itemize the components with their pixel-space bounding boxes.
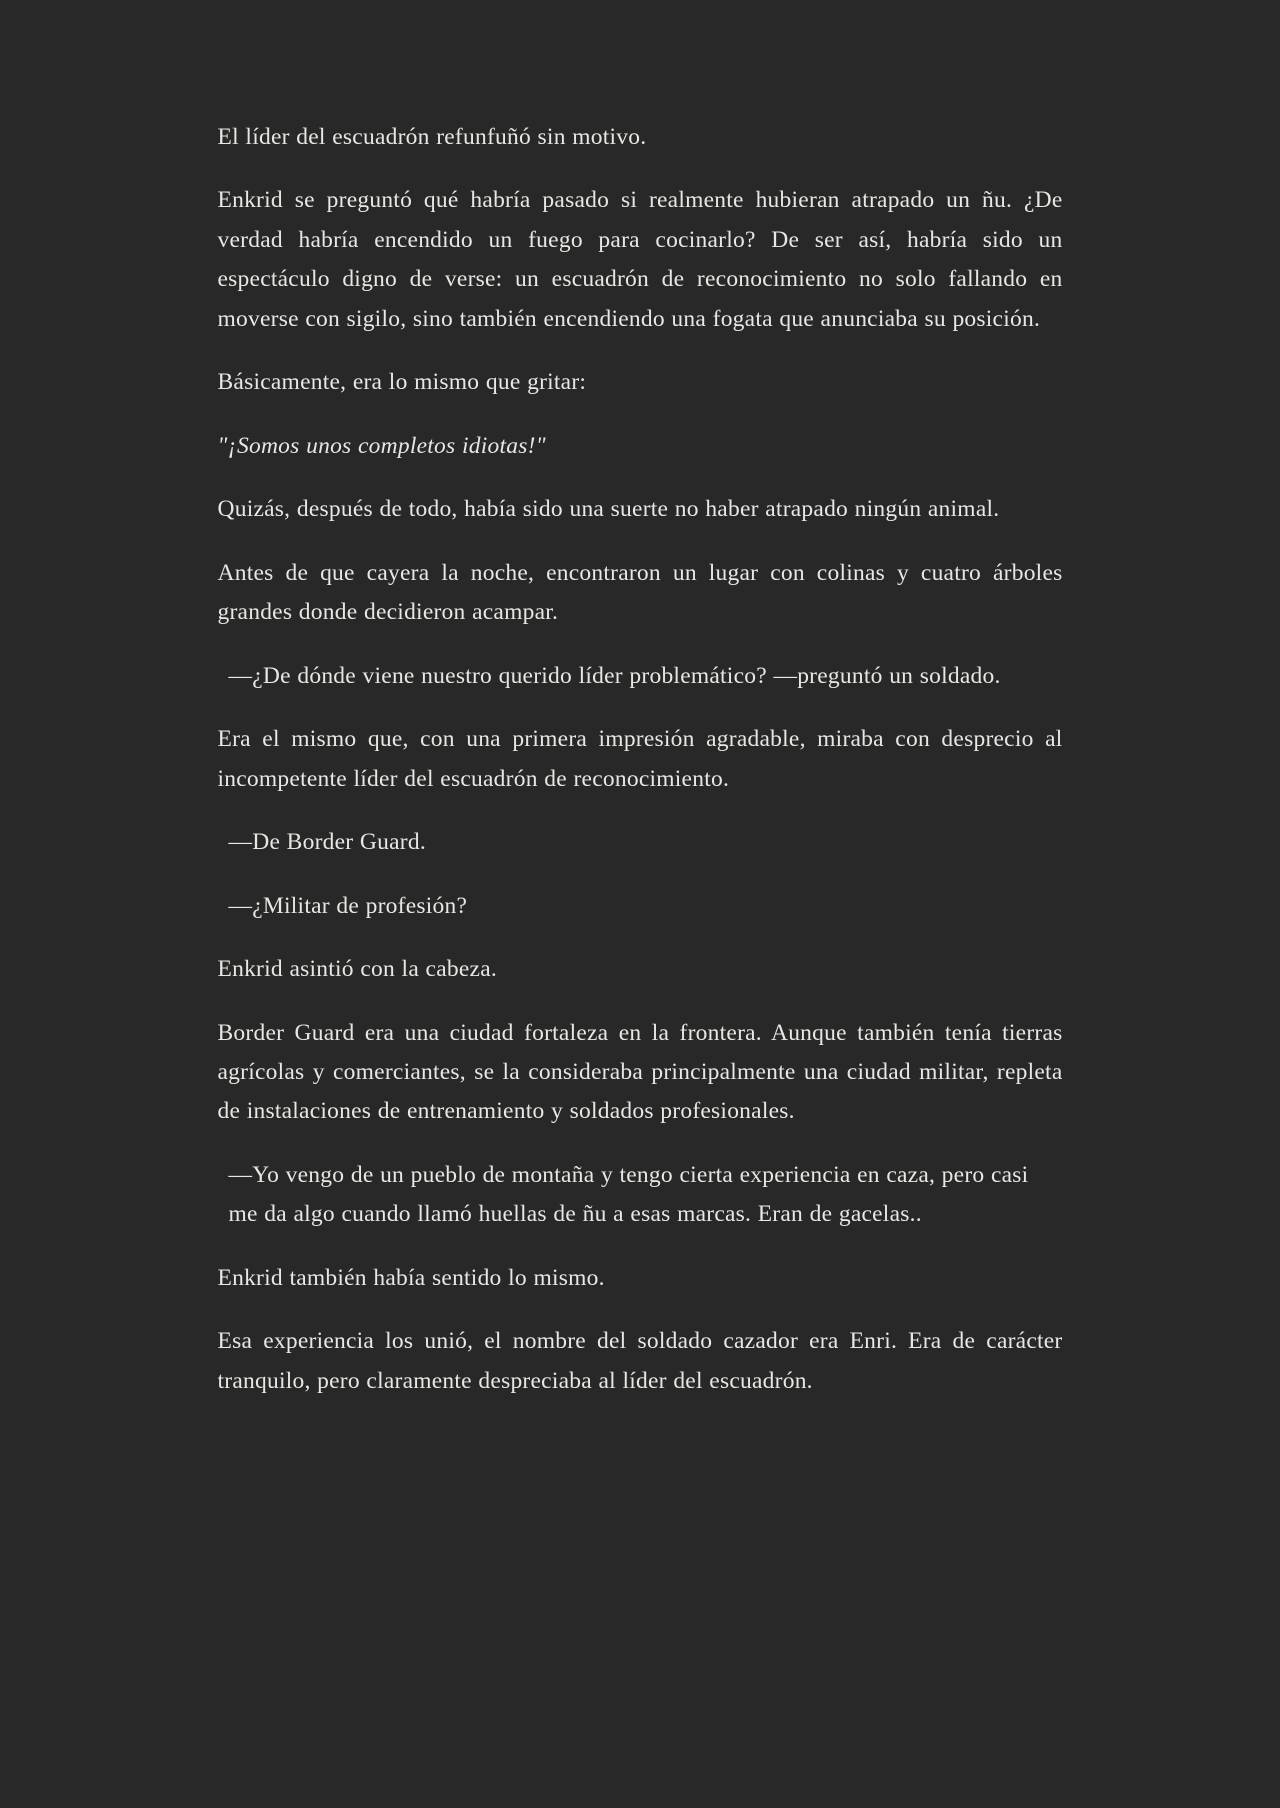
paragraph-dialogue: —De Border Guard. <box>228 829 426 856</box>
paragraph-quote-italic: "¡Somos unos completos idiotas!" <box>217 432 546 459</box>
paragraph-dialogue: —¿Militar de profesión? <box>228 892 468 919</box>
paragraph-narration: Era el mismo que, con una primera impresión agradable, miraba con desprecio al incompetente líder del escuadrón de reconocimiento. <box>217 726 1063 792</box>
paragraph-narration: Border Guard era una ciudad fortaleza en la frontera. Aunque también tenía tierras agrícolas y comerciantes, se la consideraba principalmente una ciudad militar, repleta de instalaciones de entrenamiento y soldados profesionales. <box>217 1019 1063 1125</box>
paragraph-narration: El líder del escuadrón refunfuñó sin motivo. <box>217 124 647 150</box>
chapter-body <box>218 0 1063 1545</box>
paragraph-narration: Antes de que cayera la noche, encontraron un lugar con colinas y cuatro árboles grandes donde decidieron acampar. <box>217 559 1063 626</box>
paragraph-dialogue: —Yo vengo de un pueblo de montaña y tengo cierta experiencia en caza, pero casi me da algo cuando llamó huellas de ñu a esas marcas. Eran de gacelas.. <box>228 1161 1029 1228</box>
paragraph-narration: Enkrid se preguntó qué habría pasado si realmente hubieran atrapado un ñu. ¿De verdad habría encendido un fuego para cocinarlo? De ser así, habría sido un espectáculo digno de verse: un escuadrón de reconocimiento no solo fallando en moverse con sigilo, sino también encendiendo una fogata que anunciaba su posición. <box>217 187 1063 332</box>
paragraph-narration: Quizás, después de todo, había sido una suerte no haber atrapado ningún animal. <box>217 496 1000 523</box>
paragraph-narration: Esa experiencia los unió, el nombre del soldado cazador era Enri. Era de carácter tranquilo, pero claramente despreciaba al líder del escuadrón. <box>217 1328 1063 1394</box>
paragraph-narration: Enkrid asintió con la cabeza. <box>217 956 497 983</box>
paragraph-dialogue: —¿De dónde viene nuestro querido líder problemático? —preguntó un soldado. <box>228 662 1001 689</box>
paragraph-narration: Enkrid también había sentido lo mismo. <box>217 1264 605 1291</box>
paragraph-narration: Básicamente, era lo mismo que gritar: <box>217 369 587 396</box>
